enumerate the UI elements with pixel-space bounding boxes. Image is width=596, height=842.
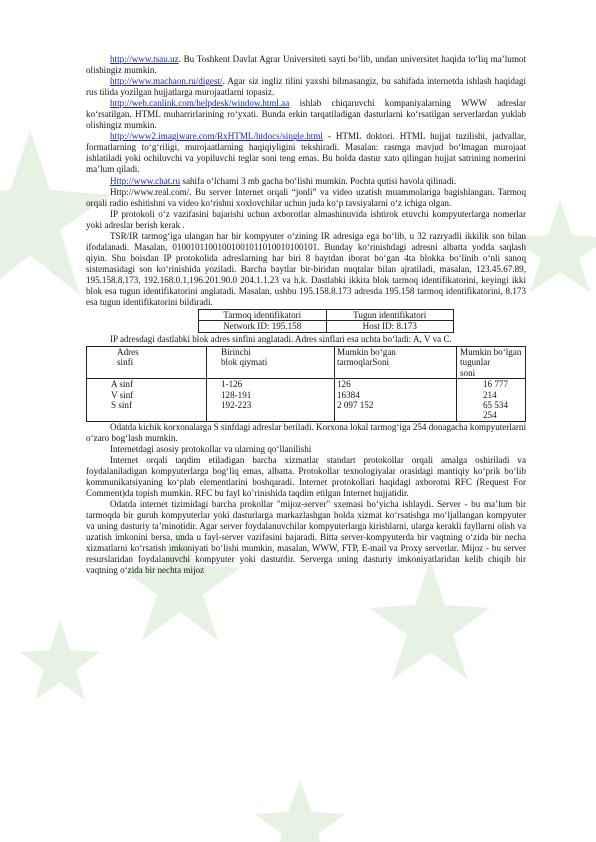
table-header-cell: Birinchi blok qiymati (207, 346, 335, 378)
table-header-row (87, 346, 526, 378)
table-cell: 1-126 128-191 192-223 (207, 379, 335, 422)
paragraph (86, 176, 526, 187)
table-header-row (199, 310, 454, 321)
paragraph-text: ishlab chiqaruvchi kompaniyalarning WWW adreslar ko‘rsatilgan. HTML muharrirlarining ro‘yxati. Bunda erkin tarqatiladigan dasturlarni ko‘rsatilgan serverlardan yuklab olishingiz mumkin. (86, 98, 526, 131)
table-cell: Host ID: 8.173 (326, 321, 454, 332)
link-imagiware[interactable]: http://www2.imagiware.com/RxHTML/htdocs/single.html (110, 131, 323, 142)
address-class-table (86, 346, 526, 422)
table-header-cell: Adres sinfi (87, 346, 207, 378)
link-machaon[interactable]: http://www.machaon.ru/digest/ (110, 76, 223, 87)
link-tsau[interactable]: http://www.tsau.uz (110, 54, 179, 64)
paragraph-text: . Bu Toshkent Davlat Agrar Universiteti sayti bo‘lib, undan universitet haqida to‘liq ma’lumot olishingiz mumkin. (86, 54, 526, 76)
table-header-cell: Mumkin bo‘gan tarmoqlarSoni (335, 346, 457, 378)
paragraph (86, 98, 526, 131)
table-cell: A sinf V sinf S sinf (87, 379, 207, 422)
paragraph: Odatda kichik korxonalarga S sinfdagi adreslar beriladi. Korxona lokal tarmog‘iga 254 donagacha kompyuterlarni o‘zaro bog‘lash mumkin. (86, 421, 526, 443)
paragraph (86, 76, 526, 98)
table-row (87, 379, 526, 422)
table-header-cell: Tarmoq identifikatori (199, 310, 327, 321)
paragraph-text: . Agar siz ingliz tilini yaxshi bilmasangiz, bu sahifada internetda ishlash haqidagi rus tilida yozilgan hujjatlarga murojaatlarni topasiz. (86, 76, 526, 98)
link-canlink[interactable]: http://web.canlink.com/helpdesk/window.html.aa (110, 98, 290, 109)
paragraph (86, 54, 526, 76)
paragraph: IP adresdagi dastlabki blok adres sinfini anglatadi. Adres sinflari esa uchta bo‘ladi: A, V va C. (110, 333, 452, 344)
paragraph: Internet orqali taqdim etiladigan barcha xizmatlar standart protokollar orqali amalga oshiriladi va foydalaniladigan kompyuterlarga bog‘liq emas, albatta. Protokollar texnologiyalar orasidagi mantiqiy ko‘prik bo‘lib kommunikatsiyaning ko‘plab elementlarini boshqaradi. Internet protokollari haqidagi axborotni RFC (Request For Comment)da topish mumkin. RFC bu fayl ko‘rinishida taqdim etilgan Internet hujjatidir. (86, 454, 526, 499)
table-header-cell: Mumkin bo‘lgan tugunlar soni (457, 346, 526, 378)
link-chat[interactable]: Http://www.chat.ru (110, 175, 181, 186)
paragraph: Odatda internet tizimidagi barcha prokollar "mijoz-server" sxemasi bo‘yicha ishlaydi. Server - bu ma’lum bir tarmoqda bir guruh kompyuterlar yoki dasturlarga markazlashgan holda xizmat ko‘rsatishga mo‘ljallangan kompyuter va uning dasturiy ta’minotidir. Agar server foydalanuvchilar kompyuterlarga kirishlarni, ularga kerakli fayllarni olish va uzatish imkonini bersa, unda u fayl-server vazifasini bajaradi. Bitta server-kompyuterda bir vaqtning o‘zida bir necha xizmatlarni ko‘rsatish imkoniyati bo‘lishi mumkin, masalan, WWW, FTP, E-mail va Proxy serverlar. Mijoz - bu server resurslaridan foydalanuvchi kompyuter yoki dasturdir. Serverga uning dasturiy imkoniyatlaridan kelib chiqib bir vaqtning o‘zida bir nechta mijoz (86, 499, 526, 576)
table-header-cell: Tugun identifikatori (326, 310, 454, 321)
document-page (86, 54, 526, 576)
paragraph: IP protokoli o‘z vazifasini bajarishi uchun axborotlar almashinuvida ishtirok etuvchi kompyuterlarga nomerlar yoki adreslar berish kerak . (86, 208, 526, 230)
paragraph: Http://www.real.com/. Bu server Internet orqali “jonli” va video uzatish muammolariga bagishlangan. Tarmoq orqali radio eshitishni va video ko‘rishni xoxlovchilar uchun juda ko‘p tavsiyalarni o‘z ichiga olgan. (86, 186, 526, 208)
table-row (199, 321, 454, 332)
table-cell: 126 16384 2 097 152 (335, 379, 457, 422)
table-cell: 16 777 214 65 534 254 (457, 379, 526, 422)
table-cell: Network ID: 195.158 (199, 321, 327, 332)
section-heading: Internetdagi asosiy protokollar va ularning qo‘llanilishi (110, 443, 312, 454)
paragraph-text: sahifa o‘lchami 3 mb gacha bo‘lishi mumkin. Pochta qutisi havola qilinadi. (180, 175, 457, 186)
paragraph-text: - HTML doktori. HTML hujjat tuzilishi, jadvallar, formatlarning to‘g‘riligi, murojaatlarning haqiqiyligini tekshiradi. Masalan: rasmga mavjud bo‘lmagan murojaat ishlatiladi yoki ochiluvchi va yopiluvchi teglar soni teng emas. Bu holda dastur xato qilingan hujjat satrining nomerini ma’lum qiladi. (86, 131, 526, 175)
paragraph (86, 131, 526, 175)
paragraph: TSR/IR tarmog‘iga ulangan har bir kompyuter o‘zining IR adresiga ega bo‘lib, u 32 razryadli ikkilik son bilan ifodalanadi. Masalan, 01001011001001001011010010100101. Bunday ko‘rinishdagi adresni albatta yodda saqlash qiyin. Shu boisdan IP protokolida adreslarning har biri 8 baytdan iborat bo‘gan 4ta blokka bo‘linib o‘nli sanoq sistemasidagi son ko‘rinishida yoziladi. Barcha baytlar bir-biridan nuqtalar bilan ajratiladi, masalan, 123.45.67.89, 195.158.8.173, 192.168.0.1,196.201.90.0 204.1.1.23 va h.k. Dastlabki ikkita blok tarmoq identifikatorini, keyingi ikki blok esa tugun identifikatorini anglatadi. Masalan, ushbu 195.158.8.173 adresda 195.158 tarmoq identifikatorini, 8.173 esa tugun identifikatorini bildiradi. (86, 230, 526, 308)
network-host-table (198, 309, 454, 333)
